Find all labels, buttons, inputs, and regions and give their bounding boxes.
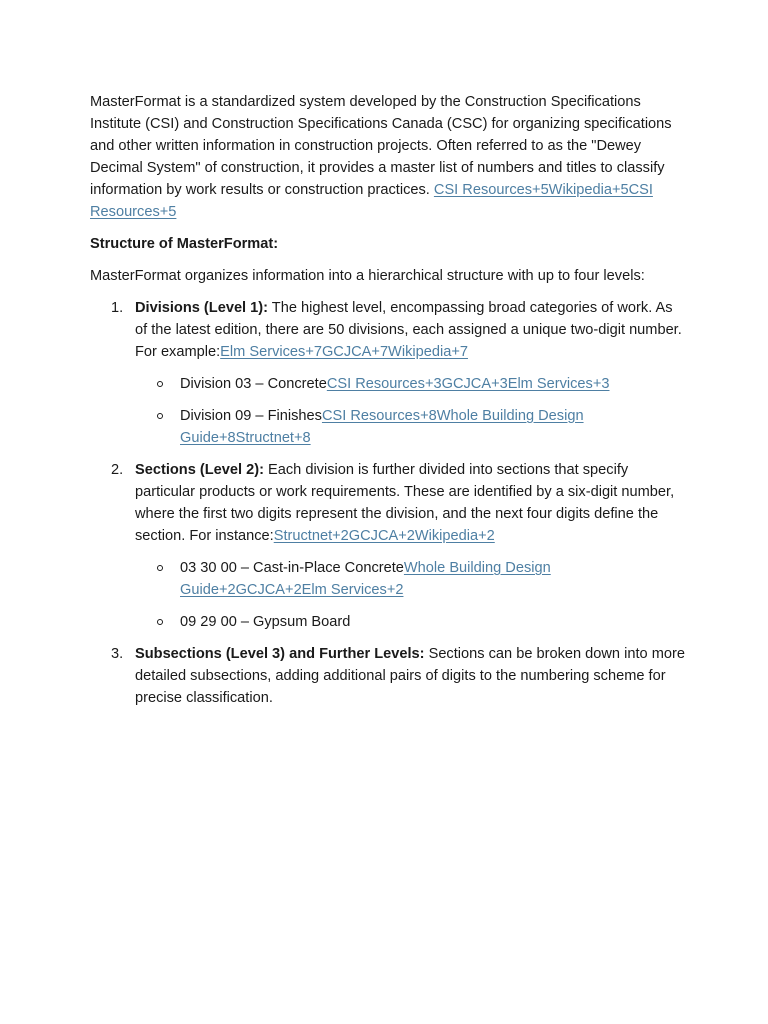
example-text: 09 29 00 – Gypsum Board [180,614,351,630]
structure-heading: Structure of MasterFormat: [90,236,279,252]
intro-paragraph [90,91,685,223]
level-item-sections [90,459,685,633]
level-item-subsections [90,643,685,709]
list-number: 2. [111,462,124,478]
sections-examples [135,557,685,633]
hollow-bullet-icon [157,619,163,625]
level-title: Divisions (Level 1): [135,300,269,316]
structure-intro: MasterFormat organizes information into a hierarchical structure with up to four levels: [90,268,645,284]
level-text: Sections can be broken down into more detailed subsections, adding additional pairs of digits to the numbering scheme for precise classification. [135,646,685,706]
example-text: 03 30 00 – Cast-in-Place Concrete [180,560,404,576]
document-page [90,91,685,719]
example-item [135,373,685,395]
level-text: Each division is further divided into sections that specify particular products or work requirements. These are identified by a six-digit number, where the first two digits represent the division, and the next four digits define the section. For instance: [135,462,675,544]
hollow-bullet-icon [157,413,163,419]
example-item [135,405,685,449]
level-title: Sections (Level 2): [135,462,264,478]
levels-list [90,297,685,709]
level-source-link[interactable]: Structnet+2GCJCA+2Wikipedia+2 [273,528,495,544]
level-text: The highest level, encompassing broad categories of work. As of the latest edition, there are 50 divisions, each assigned a unique two-digit number. For example: [135,300,682,360]
example-text: Division 03 – Concrete [180,376,327,392]
level-item-divisions [90,297,685,449]
example-text: Division 09 – Finishes [180,408,322,424]
example-item [135,611,685,633]
example-source-link[interactable]: CSI Resources+8Whole Building Design Guide+8Structnet+8 [180,408,584,446]
list-number: 1. [111,300,124,316]
level-title: Subsections (Level 3) and Further Levels: [135,646,425,662]
example-source-link[interactable]: Whole Building Design Guide+2GCJCA+2Elm Services+2 [180,560,551,598]
hollow-bullet-icon [157,381,163,387]
example-item [135,557,685,601]
hollow-bullet-icon [157,565,163,571]
divisions-examples [135,373,685,449]
intro-source-link[interactable]: CSI Resources+5Wikipedia+5CSI Resources+5 [90,182,653,220]
intro-text: MasterFormat is a standardized system developed by the Construction Specifications Institute (CSI) and Construction Specifications Canada (CSC) for organizing specifications and other written information in construction projects. Often referred to as the "Dewey Decimal System" of construction, it provides a master list of numbers and titles to classify information by work results or construction practices. [90,94,672,198]
example-source-link[interactable]: CSI Resources+3GCJCA+3Elm Services+3 [326,376,610,392]
list-number: 3. [111,646,124,662]
level-source-link[interactable]: Elm Services+7GCJCA+7Wikipedia+7 [220,344,468,360]
